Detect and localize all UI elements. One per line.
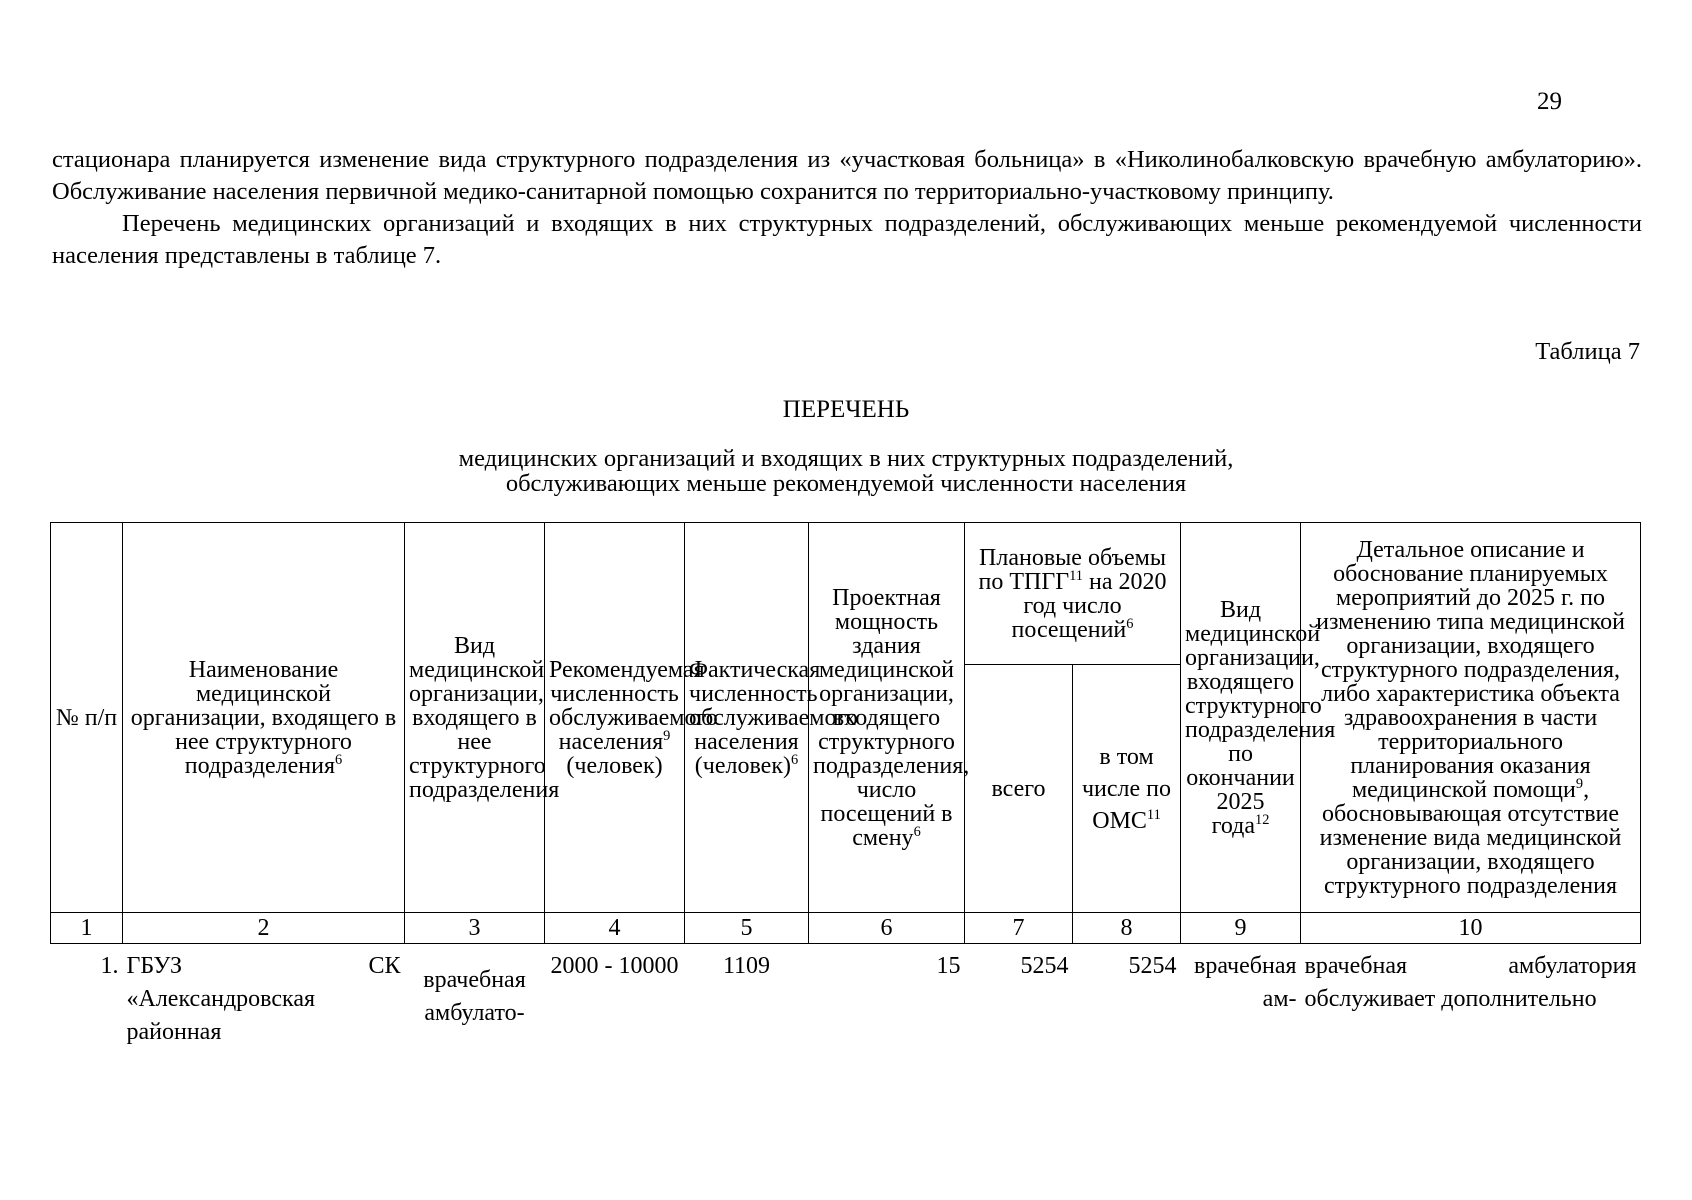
column-number-9: 9 [1181,913,1301,944]
table-label: Таблица 7 [1535,338,1640,365]
column-number-3: 3 [405,913,545,944]
intro-paragraph-1: стационара планируется изменение вида структурного подразделения из «участковая больница» в «Николинобалковскую врачебную амбулаторию». Обслуживание населения первичной медико-санитарной помощью сохранится по территориально-участковому принципу. [52,146,1642,205]
subtitle-line-1: медицинских организаций и входящих в них структурных подразделений, [458,445,1234,472]
header-capacity: Проектная мощность здания медицинской организации, входящего структурного подразделения, число посещений в смену$^6$ [809,523,965,913]
row-recommended-population: 2000 - 10000 [550,953,679,979]
header-total: всего [965,665,1073,913]
row-visits-total: 5254 [1020,953,1069,979]
column-number-7: 7 [965,913,1073,944]
subtitle-line-2: обслуживающих меньше рекомендуемой численности населения [505,470,1187,497]
header-type: Вид медицинской организации, входящего в нее структурного подразделения [405,523,545,913]
row-organization-name: ГБУЗ СК «Александровская районная [126,953,401,1045]
column-number-10: 10 [1301,913,1641,944]
header-oms: в том числе по ОМС$^{11}$ [1073,665,1181,913]
header-planned-volumes: Плановые объемы по ТПГГ$^{11}$ на 2020 год число посещений$^6$ [965,523,1181,665]
header-number: № п/п [51,523,123,913]
document-title: ПЕРЕЧЕНЬ [782,396,910,423]
organizations-table [50,522,1641,1049]
intro-paragraph-2: Перечень медицинских организаций и входящих в них структурных подразделений, обслуживающих меньше рекомендуемой численности населения представлены в таблице 7. [52,210,1642,269]
header-description: Детальное описание и обоснование планируемых мероприятий до 2025 г. по изменению типа медицинской организации, входящего структурного подразделения, либо характеристика объекта здравоохранения в части территориального планирования оказания медицинской помощи$^9$, обосновывающая отсутствие изменение вида медицинской организации, входящего структурного подразделения [1301,523,1641,913]
table-row [51,944,1641,1050]
column-number-6: 6 [809,913,965,944]
row-capacity: 15 [936,953,961,979]
header-type-2025: Вид медицинской организации, входящего структурного подразделения по окончании 2025 года$^{12}$ [1181,523,1301,913]
column-number-2: 2 [123,913,405,944]
row-type-2025: врачебная ам- [1194,953,1297,1012]
intro-text [52,144,1642,272]
column-number-1: 1 [51,913,123,944]
page-number: 29 [1537,88,1562,115]
header-name: Наименование медицинской организации, входящего в нее структурного подразделения$^6$ [123,523,405,913]
row-visits-oms: 5254 [1128,953,1177,979]
column-number-8: 8 [1073,913,1181,944]
row-number: 1. [100,953,119,979]
row-organization-type: врачебная амбулато- [423,967,526,1026]
header-actual: Фактическая численность обслуживаемого населения (человек)$^6$ [685,523,809,913]
row-description: врачебная амбулатория обслуживает дополнительно [1304,953,1637,1012]
column-number-4: 4 [545,913,685,944]
column-number-5: 5 [685,913,809,944]
document-subtitle [0,446,1692,496]
header-recommended: Рекомендуемая численность обслуживаемого населения$^9$ (человек) [545,523,685,913]
row-actual-population: 1109 [722,953,771,979]
